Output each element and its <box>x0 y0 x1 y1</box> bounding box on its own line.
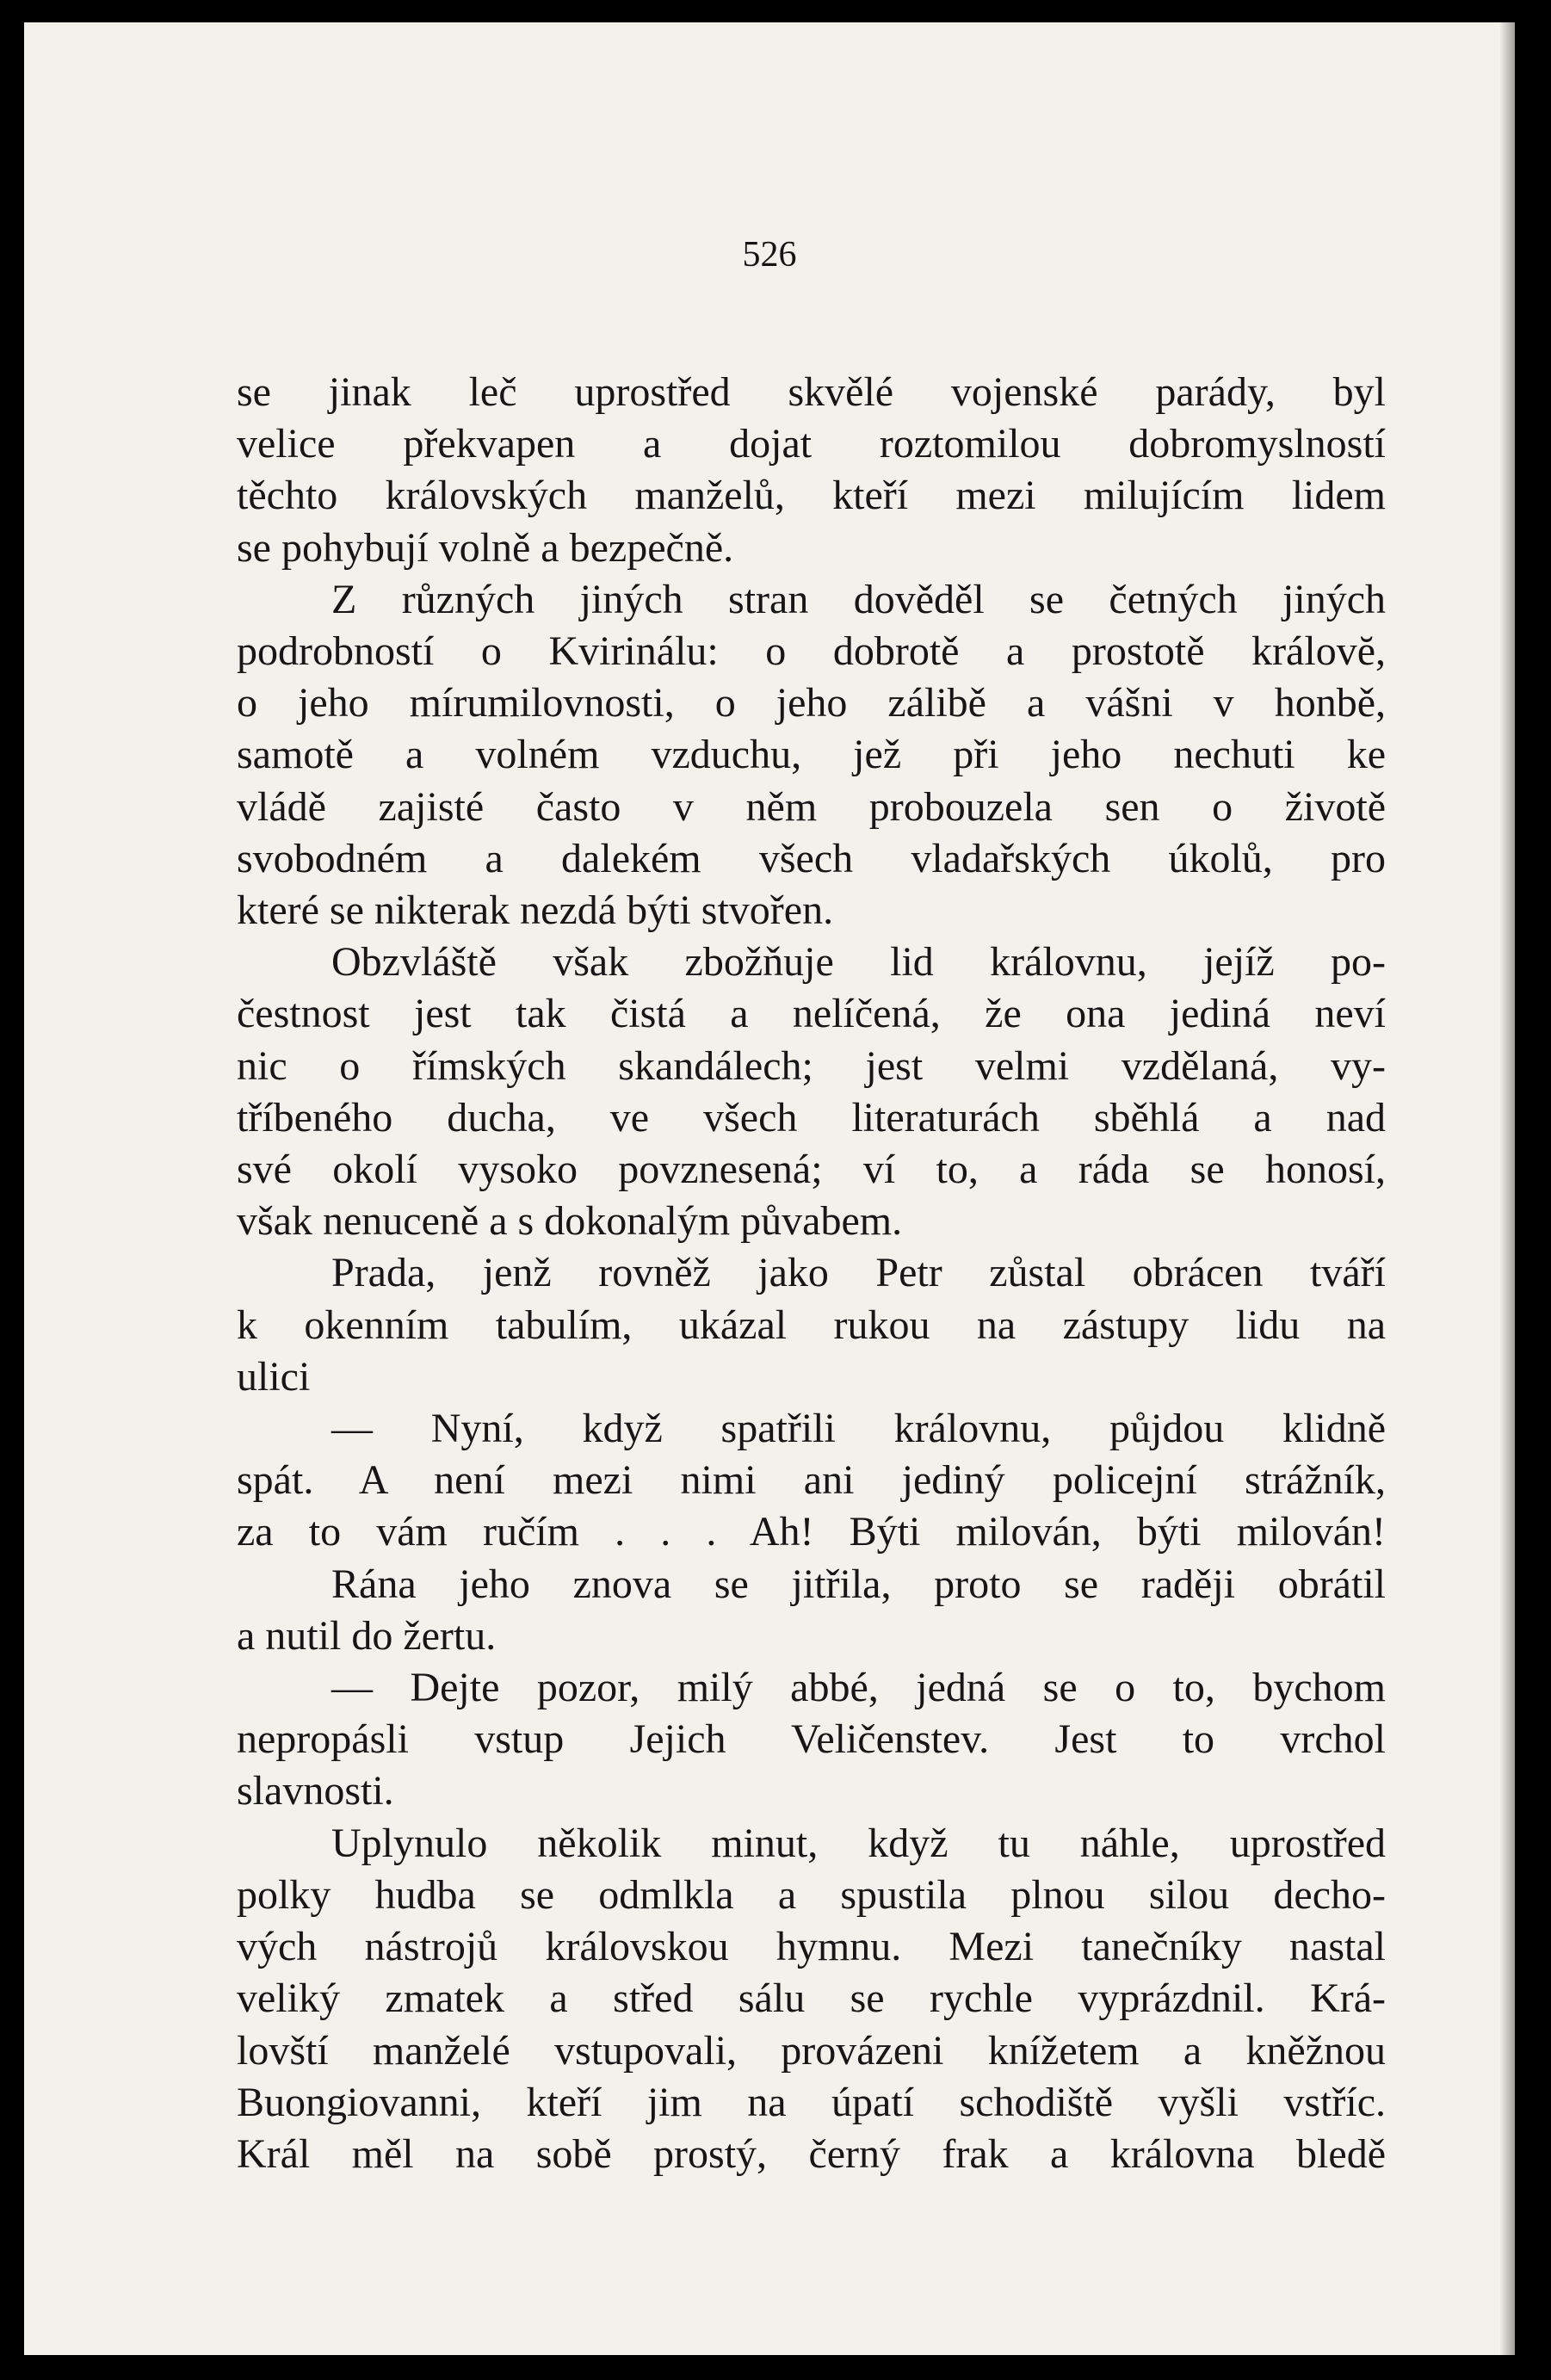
text-line: Uplynulo několik minut, když tu náhle, uprostřed <box>331 1820 1386 1866</box>
text-line: nic o římských skandálech; jest velmi vzdělaná, vy- <box>237 1042 1386 1089</box>
text-line: které se nikterak nezdá býti stvořen. <box>237 887 834 934</box>
text-line: Buongiovanni, kteří jim na úpatí schodiště vyšli vstříc. <box>237 2079 1386 2125</box>
text-line: čestnost jest tak čistá a nelíčená, že ona jediná neví <box>237 991 1386 1037</box>
text-line: k okenním tabulím, ukázal rukou na zástupy lidu na <box>237 1301 1386 1348</box>
text-line: velice překvapen a dojat roztomilou dobromyslností <box>237 421 1386 467</box>
text-line: spát. A není mezi nimi ani jediný policejní strážník, <box>237 1457 1386 1504</box>
text-line: tříbeného ducha, ve všech literaturách sběhlá a nad <box>237 1094 1386 1141</box>
text-line: lovští manželé vstupovali, provázeni knížetem a kněžnou <box>237 2027 1386 2074</box>
text-line: o jeho mírumilovnosti, o jeho zálibě a vášni v honbě, <box>237 680 1386 726</box>
text-line: svobodném a dalekém všech vladařských úkolů, pro <box>237 835 1386 881</box>
text-line: své okolí vysoko povznesená; ví to, a ráda se honosí, <box>237 1147 1386 1193</box>
text-line: se pohybují volně a bezpečně. <box>237 524 734 571</box>
text-line: těchto královských manželů, kteří mezi milujícím lidem <box>237 473 1386 519</box>
text-line: — Nyní, když spatřili královnu, půjdou klidně <box>331 1406 1386 1452</box>
text-body <box>237 367 1386 2180</box>
text-line: — Dejte pozor, milý abbé, jedná se o to, bychom <box>331 1665 1386 1711</box>
text-line: podrobností o Kvirinálu: o dobrotě a prostotě královĕ, <box>237 628 1386 675</box>
text-line: za to vám ručím . . . Ah! Býti milován, býti milován! <box>237 1509 1386 1555</box>
text-line: vládě zajisté často v něm probouzela sen o životě <box>237 783 1386 830</box>
text-line: slavnosti. <box>237 1768 394 1814</box>
text-line: polky hudba se odmlkla a spustila plnou silou decho- <box>237 1871 1386 1918</box>
text-line: se jinak leč uprostřed skvělé vojenské parády, byl <box>237 369 1386 415</box>
text-line: veliký zmatek a střed sálu se rychle vyprázdnil. Krá- <box>237 1975 1386 2022</box>
text-line: Král měl na sobě prostý, černý frak a královna bledě <box>237 2130 1386 2177</box>
text-line: Obzvláště však zbožňuje lid královnu, jejíž po- <box>331 939 1386 986</box>
book-page <box>24 22 1515 2355</box>
text-line: a nutil do žertu. <box>237 1612 497 1659</box>
text-line: však nenuceně a s dokonalým půvabem. <box>237 1198 903 1245</box>
text-line: ulici <box>237 1353 311 1400</box>
text-line: Prada, jenž rovněž jako Petr zůstal obrácen tváří <box>331 1250 1386 1296</box>
text-line: samotě a volném vzduchu, jež při jeho nechuti ke <box>237 732 1386 778</box>
text-line: nepropásli vstup Jejich Veličenstev. Jest to vrchol <box>237 1716 1386 1763</box>
text-line: Z různých jiných stran dověděl se četných jiných <box>331 576 1386 622</box>
page-number: 526 <box>742 235 797 275</box>
text-line: Rána jeho znova se jitřila, proto se raději obrátil <box>331 1561 1386 1607</box>
text-line: vých nástrojů královskou hymnu. Mezi tanečníky nastal <box>237 1924 1386 1970</box>
